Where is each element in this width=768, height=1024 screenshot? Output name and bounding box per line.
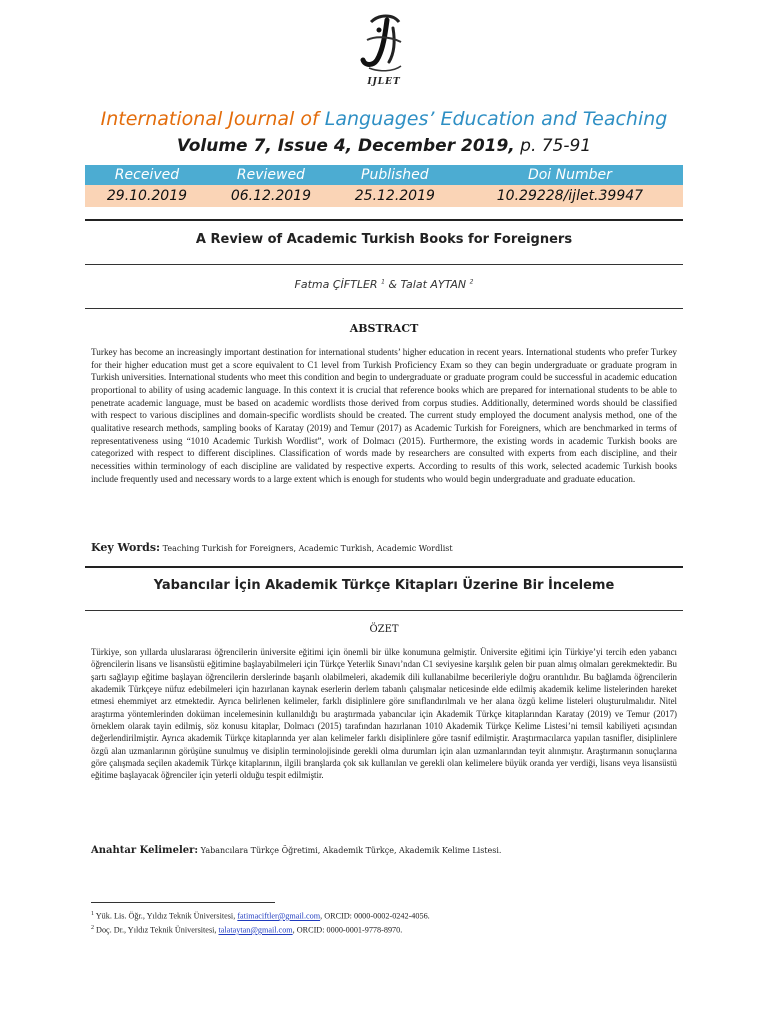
paper-title: A Review of Academic Turkish Books for Foreigners (195, 232, 573, 247)
divider (85, 308, 683, 309)
header-received: Received (85, 165, 209, 185)
journal-title-part1: International Journal of (100, 108, 319, 130)
footnote-1 (91, 911, 430, 921)
keywords-label: Key Words: (91, 541, 161, 554)
author-2: Talat AYTAN (400, 278, 467, 291)
email-link[interactable]: talataytan@gmail.com (218, 925, 293, 935)
author-2-mark: 2 (469, 278, 474, 286)
abstract-heading: ABSTRACT (349, 322, 419, 335)
ozet-text: Türkiye, son yıllarda uluslararası öğrencilerin üniversite eğitimi için önemli bir ülke konumuna gelmiştir. Üniversite eğitimi için Türkiye’yi tercih eden yabancı öğrencilerin lisans ve lisansüstü eğitimine başlayabilmeleri için Türkçe Yeterlik Sınavı’ndan C1 seviyesine karşılık gelen bir puan almış olmaları gerekmektedir. Bu şartı sağlayıp eğitime başlayan öğrencilerin derslerinde başarılı olabilmeleri, akademik dili kullanabilme becerileriyle doğru orantılıdır. Bu bağlamda öğrencilerin akademik Türkçeye nüfuz edebilmeleri için hazırlanan kaynak eserlerin derlem tabanlı çalışmalar neticesinde elde edilmiş akademik kelime listelerinden hareket etmesi ehemmiyet arz etmektedir. Ayrıca belirlenen kelimeler, farklı disiplinlere göre sınıflandırılmalı ve her alana özgü kelime listeleri oluşturulmalıdır. Nitel araştırma yöntemlerinden doküman incelemesinin kullanıldığı bu araştırmada yabancılar için Akademik Türkçe kitaplarından Karatay (2019) ve Temur (2017) örneklem olarak tayin edilmiş, söz konusu kitaplar, Dolmacı (2015) tarafından hazırlanan 1010 Akademik Türkçe Kelime Listesi’ni temsil kabiliyeti açısından değerlendirilmiştir. Ayrıca akademik Türkçe kitaplarında yer alan kelimeler farklı disiplinlere göre tasnif edilmiştir. Araştırmacılarca yapılan tasnifler, disiplinlere özgü alan uzmanlarının görüşüne sunulmuş ve disiplin terminolojisinde gerekli olma durumları için alan uzmanlarından teyit alınmıştır. Araştırmanın sonuçlarına göre çalışmada seçilen akademik Türkçe kitaplarının, ilgili branşlarda çok sık kullanılan ve gerekli olan kelimelere büyük oranda yer verdiği, lisans veya lisansüstü eğitime başlayacak öğrenciler için yeterli olduğu tespit edilmiştir. (91, 647, 677, 781)
footnote-orcid: , ORCID: 0000-0001-9778-8970. (292, 925, 403, 935)
footnote-mark: 2 (91, 925, 94, 931)
turkish-title: Yabancılar İçin Akademik Türkçe Kitapları Üzerine Bir İnceleme (153, 578, 615, 593)
footnote-text: Yük. Lis. Öğr., Yıldız Teknik Üniversitesi, (95, 911, 236, 921)
footnote-2 (91, 925, 402, 935)
logo-text: IJLET (367, 77, 401, 87)
dates-value-row (85, 185, 683, 207)
ozet-heading: ÖZET (369, 624, 399, 635)
volume-info: Volume 7, Issue 4, December 2019, (176, 136, 515, 156)
author-1-mark: 1 (381, 278, 385, 286)
author-1: Fatma ÇİFTLER (294, 278, 378, 291)
email-link[interactable]: fatimaciftler@gmail.com (237, 911, 321, 921)
dates-header-row (85, 165, 683, 185)
footnote-text: Doç. Dr., Yıldız Teknik Üniversitesi, (96, 925, 217, 935)
turkish-keywords-label: Anahtar Kelimeler: (91, 845, 199, 856)
published-date: 25.12.2019 (333, 185, 457, 207)
journal-title-part2: Languages’ Education and Teaching (324, 108, 668, 130)
author-separator: & (388, 278, 397, 291)
divider (85, 264, 683, 265)
volume-line (0, 136, 768, 156)
header-reviewed: Reviewed (209, 165, 333, 185)
journal-title (0, 108, 768, 130)
footnote-mark: 1 (91, 911, 94, 917)
turkish-keywords (91, 845, 501, 856)
author-line (0, 278, 768, 291)
logo-emblem-icon (349, 10, 419, 76)
turkish-keywords-list: Yabancılara Türkçe Öğretimi, Akademik Türkçe, Akademik Kelime Listesi. (200, 846, 502, 855)
received-date: 29.10.2019 (85, 185, 209, 207)
journal-logo (336, 10, 432, 90)
header-published: Published (333, 165, 457, 185)
abstract-text: Turkey has become an increasingly important destination for international students’ higher education in recent years. International students who prefer Turkey for their higher education must get a score equivalent to C1 level from Turkish Proficiency Exam so they can begin undergraduate or graduate program in Turkish universities. International students who meet this condition and begin to undergraduate or graduate program could be successful in academic education proportional to ability of using academic language. In this context it is crucial that reference books which are prepared for international students to be able to penetrate academic language, must be based on academic wordlists those derived from corpus studies. Additionally, determined words should be classified with respect to various disciplines and domain-specific wordlists should be created. The current study employed the document analysis method, one of the qualitative research methods, sampling books of Karatay (2019) and Temur (2017) as Academic Turkish for Foreigners, which are benchmarked in terms of representativeness using “1010 Academic Turkish Wordlist”, work of Dolmacı (2015). Furthermore, the existing words in academic Turkish books are categorized with respect to different disciplines. Classification of words made by researchers are consulted with experts from each discipline, and their necessities within terminology of each discipline are validated by respective experts. According to results of this work, selected academic Turkish books include frequently used and necessary words to a large extent which is enough for students who would begin undergraduate and graduate education. (91, 347, 677, 484)
header-doi: Doi Number (457, 165, 683, 185)
keywords (91, 541, 453, 554)
divider (85, 610, 683, 611)
doi-number: 10.29228/ijlet.39947 (457, 185, 683, 207)
divider (85, 566, 683, 568)
dates-table (85, 165, 683, 207)
page-range: p. 75-91 (520, 136, 592, 156)
footnote-divider (91, 902, 275, 903)
footnote-orcid: , ORCID: 0000-0002-0242-4056. (320, 911, 430, 921)
divider (85, 219, 683, 221)
reviewed-date: 06.12.2019 (209, 185, 333, 207)
keywords-list: Teaching Turkish for Foreigners, Academic Turkish, Academic Wordlist (162, 544, 453, 553)
